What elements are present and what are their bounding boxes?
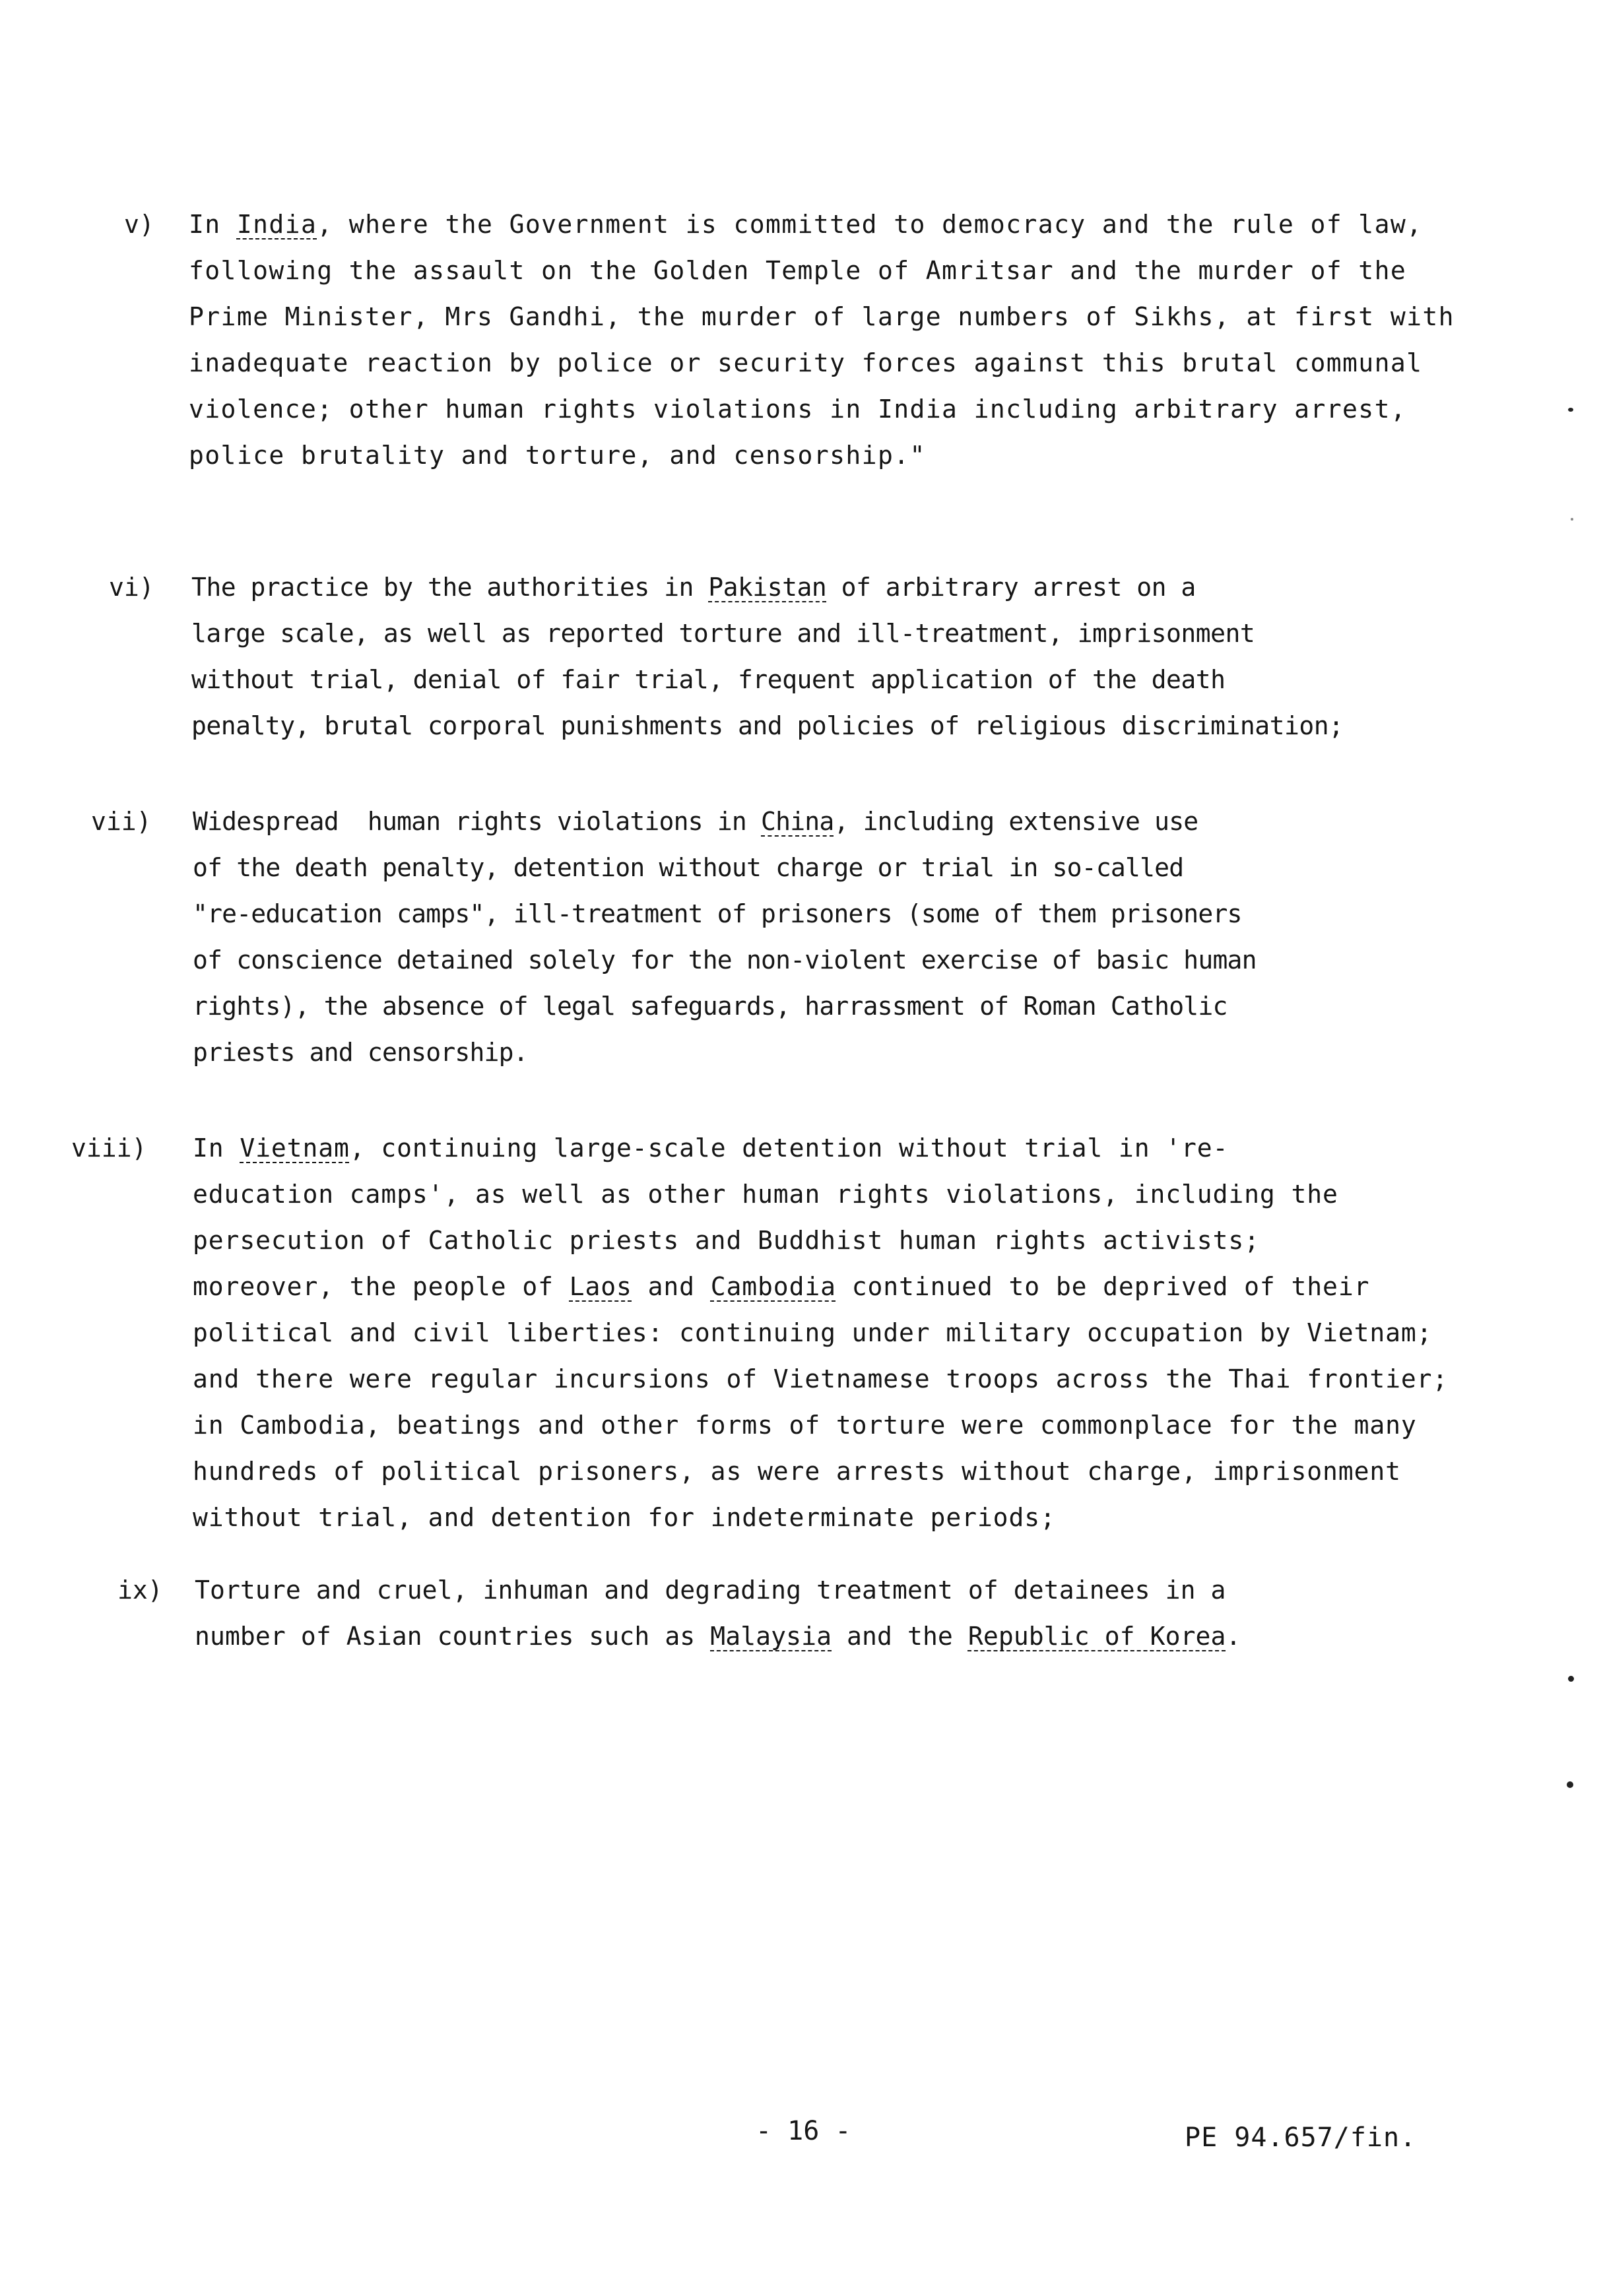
text-run: priests and censorship.	[193, 1038, 528, 1067]
text-run: rights), the absence of legal safeguards, harrassment of Roman Catholic	[193, 992, 1228, 1021]
text-line	[189, 432, 1455, 478]
underlined-term: Malaysia	[710, 1622, 832, 1651]
text-line	[189, 340, 1455, 386]
text-run: Widespread human rights violations in	[193, 807, 762, 836]
text-run: persecution of Catholic priests and Buddhist human rights activists;	[193, 1226, 1260, 1255]
item-text	[189, 201, 1455, 478]
item-text	[193, 1125, 1448, 1541]
text-run: , including extensive use	[834, 807, 1198, 836]
text-line	[189, 247, 1455, 294]
text-line	[189, 386, 1455, 432]
text-run: , continuing large-scale detention without trial in 're-	[349, 1133, 1229, 1163]
item-number: v)	[124, 210, 154, 239]
text-line	[191, 610, 1343, 656]
text-run: violence; other human rights violations in India including arbitrary arrest,	[189, 395, 1407, 424]
scan-speck	[1568, 408, 1573, 412]
text-run: in Cambodia, beatings and other forms of torture were commonplace for the many	[193, 1411, 1417, 1440]
text-run: Prime Minister, Mrs Gandhi, the murder of large numbers of Sikhs, at first with	[189, 302, 1455, 331]
scan-speck	[1571, 518, 1573, 521]
text-line	[191, 703, 1343, 749]
text-line	[193, 1029, 1257, 1075]
text-line	[189, 201, 1455, 247]
text-line	[193, 1448, 1448, 1494]
text-line	[193, 1494, 1448, 1541]
item-text	[193, 798, 1257, 1075]
text-run: police brutality and torture, and censorship."	[189, 441, 926, 470]
text-run: penalty, brutal corporal punishments and policies of religious discrimination;	[191, 711, 1344, 740]
text-run: following the assault on the Golden Temple of Amritsar and the murder of the	[189, 256, 1407, 285]
text-run: number of Asian countries such as	[195, 1622, 711, 1651]
text-line	[193, 983, 1257, 1029]
scan-speck	[1568, 1676, 1574, 1682]
text-line	[193, 798, 1257, 845]
text-line	[193, 1125, 1448, 1171]
text-run: political and civil liberties: continuing under military occupation by Vietnam;	[193, 1318, 1433, 1347]
text-line	[193, 1402, 1448, 1448]
item-text	[191, 564, 1343, 749]
item-text	[195, 1567, 1241, 1659]
text-line	[193, 845, 1257, 891]
item-number: vi)	[109, 573, 154, 602]
underlined-term: India	[236, 210, 317, 239]
text-line	[193, 1263, 1448, 1310]
text-run: of the death penalty, detention without charge or trial in so-called	[193, 853, 1184, 882]
text-run: without trial, denial of fair trial, frequent application of the death	[191, 665, 1226, 694]
text-line	[195, 1567, 1241, 1613]
text-run: and	[632, 1272, 711, 1301]
text-run: In	[189, 210, 237, 239]
text-run: "re-education camps", ill-treatment of prisoners (some of them prisoners	[193, 899, 1242, 928]
scan-speck	[1567, 1781, 1573, 1788]
text-run: and there were regular incursions of Vietnamese troops across the Thai frontier;	[193, 1364, 1449, 1393]
text-run: education camps', as well as other human rights violations, including the	[193, 1180, 1338, 1209]
underlined-term: Pakistan	[708, 573, 827, 602]
underlined-term: China	[761, 807, 834, 836]
text-line	[193, 937, 1257, 983]
text-line	[189, 294, 1455, 340]
text-line	[195, 1613, 1241, 1659]
text-run: In	[193, 1133, 240, 1163]
text-run: .	[1226, 1622, 1241, 1651]
text-run: hundreds of political prisoners, as were arrests without charge, imprisonment	[193, 1457, 1401, 1486]
item-number: ix)	[117, 1576, 163, 1605]
text-run: of conscience detained solely for the non-violent exercise of basic human	[193, 945, 1257, 974]
underlined-term: Republic of Korea	[967, 1622, 1226, 1651]
text-run: and the	[832, 1622, 968, 1651]
text-run: , where the Government is committed to democracy and the rule of law,	[317, 210, 1423, 239]
underlined-term: Laos	[569, 1272, 632, 1301]
text-line	[193, 1171, 1448, 1217]
item-number: vii)	[91, 807, 152, 836]
text-run: continued to be deprived of their	[835, 1272, 1370, 1301]
text-line	[193, 1356, 1448, 1402]
text-run: large scale, as well as reported torture and ill-treatment, imprisonment	[191, 619, 1255, 648]
text-run: without trial, and detention for indeterminate periods;	[193, 1503, 1056, 1532]
document-reference: PE 94.657/fin.	[1185, 2122, 1417, 2153]
text-line	[193, 891, 1257, 937]
text-run: of arbitrary arrest on a	[826, 573, 1196, 602]
text-run: inadequate reaction by police or security forces against this brutal communal	[189, 348, 1423, 377]
text-run: moreover, the people of	[193, 1272, 570, 1301]
text-run: Torture and cruel, inhuman and degrading treatment of detainees in a	[195, 1576, 1226, 1605]
underlined-term: Vietnam	[240, 1133, 350, 1163]
text-line	[191, 564, 1343, 610]
underlined-term: Cambodia	[710, 1272, 836, 1301]
text-line	[193, 1217, 1448, 1263]
text-line	[191, 656, 1343, 703]
page-number: - 16 -	[756, 2116, 851, 2146]
item-number: viii)	[71, 1133, 147, 1163]
text-line	[193, 1310, 1448, 1356]
text-run: The practice by the authorities in	[191, 573, 709, 602]
